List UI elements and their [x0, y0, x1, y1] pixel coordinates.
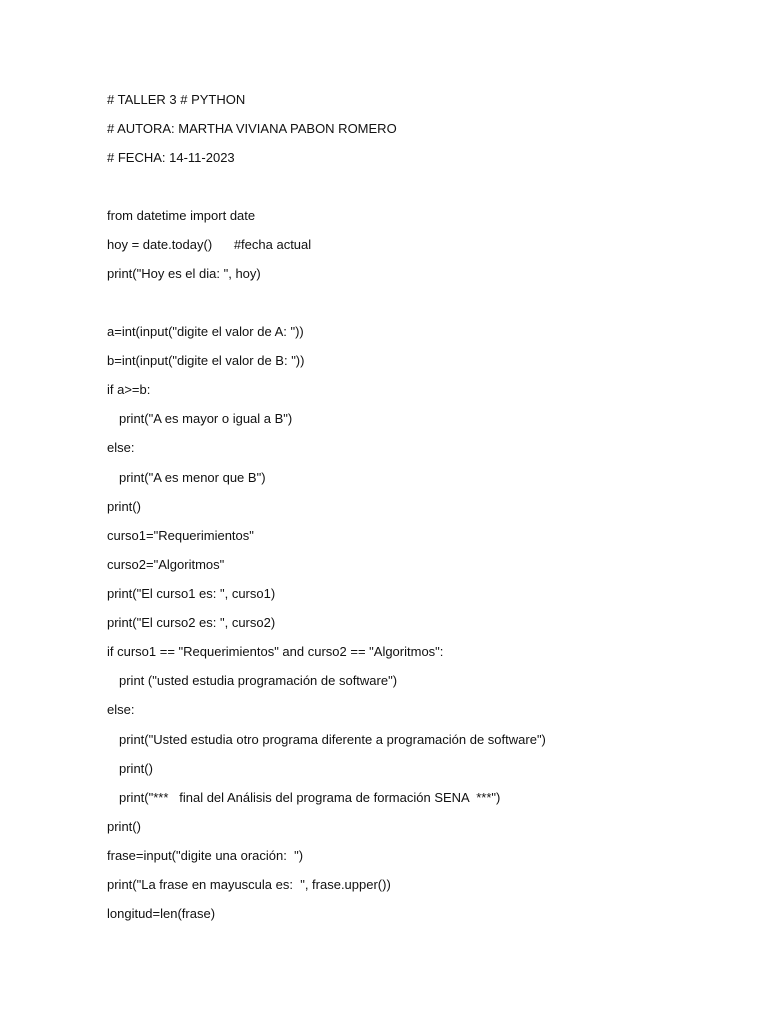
code-line-print-upper: print("La frase en mayuscula es: ", frase.upper()): [107, 877, 391, 892]
code-line-print-curso1: print("El curso1 es: ", curso1): [107, 586, 276, 601]
code-line-print-greater: print("A es mayor o igual a B"): [119, 411, 293, 426]
code-line-input-frase: frase=input("digite una oración: "): [107, 848, 304, 863]
code-line-print-software: print ("usted estudia programación de software"): [119, 673, 398, 688]
code-line-import: from datetime import date: [107, 208, 256, 223]
code-line-longitud: longitud=len(frase): [107, 906, 216, 921]
code-line-print-date: print("Hoy es el dia: ", hoy): [107, 266, 261, 281]
code-line-print-otro: print("Usted estudia otro programa diferente a programación de software"): [119, 732, 546, 747]
code-line-today: hoy = date.today() #fecha actual: [107, 237, 312, 252]
comment-author-line: # AUTORA: MARTHA VIVIANA PABON ROMERO: [107, 121, 397, 136]
comment-title-line: # TALLER 3 # PYTHON: [107, 92, 246, 107]
code-line-print-final: print("*** final del Análisis del programa de formación SENA ***"): [119, 790, 501, 805]
code-line-print-curso2: print("El curso2 es: ", curso2): [107, 615, 276, 630]
code-line-else-2: else:: [107, 702, 135, 717]
code-line-print-empty-1: print(): [107, 499, 141, 514]
comment-date-line: # FECHA: 14-11-2023: [107, 150, 235, 165]
code-line-curso1: curso1="Requerimientos": [107, 528, 254, 543]
code-line-print-empty-2: print(): [119, 761, 153, 776]
code-line-print-empty-3: print(): [107, 819, 141, 834]
code-line-if-cursos: if curso1 == "Requerimientos" and curso2 == "Algoritmos":: [107, 644, 444, 659]
code-line-print-less: print("A es menor que B"): [119, 470, 266, 485]
code-line-input-a: a=int(input("digite el valor de A: ")): [107, 324, 304, 339]
code-line-else-1: else:: [107, 440, 135, 455]
code-line-curso2: curso2="Algoritmos": [107, 557, 225, 572]
code-line-input-b: b=int(input("digite el valor de B: ")): [107, 353, 305, 368]
code-line-if-compare: if a>=b:: [107, 382, 151, 397]
